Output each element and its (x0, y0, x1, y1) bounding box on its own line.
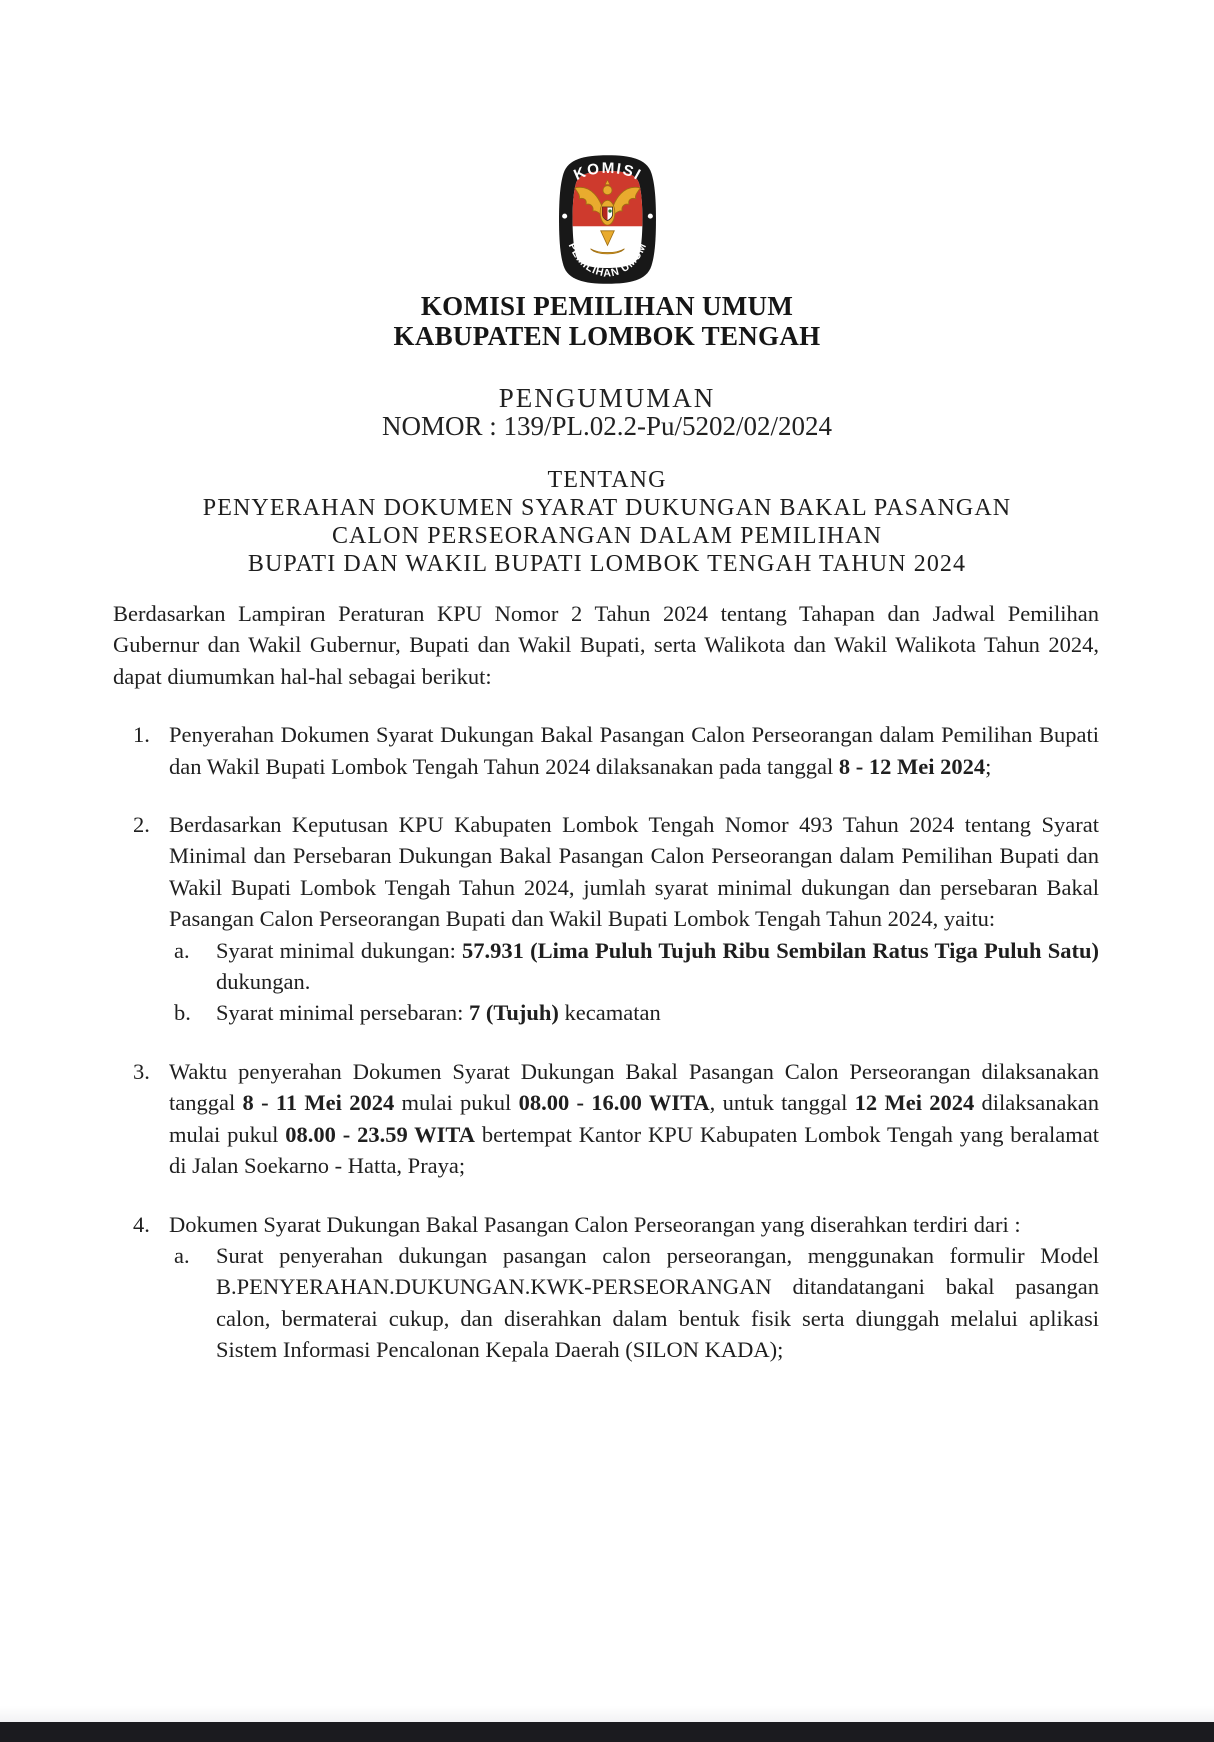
text: Syarat minimal dukungan: (216, 937, 463, 963)
logo-ring-text-top: KOMISI (571, 159, 645, 185)
doc-title-block (0, 466, 1214, 578)
photo-edge-shadow (0, 1706, 1214, 1722)
list-subitem-label: a. (174, 937, 190, 963)
bold-text: 12 Mei 2024 (854, 1090, 975, 1116)
document-body (113, 598, 1099, 1366)
list-item-number: 1. (133, 722, 150, 748)
bold-text: 57.931 (Lima Puluh Tujuh Ribu Sembilan Ratus Tiga Puluh Satu) (462, 937, 1099, 963)
org-name-line1: KOMISI PEMILIHAN UMUM (420, 291, 794, 321)
list-item (113, 1056, 1099, 1182)
list-subitem-label: a. (174, 1242, 190, 1268)
list-item-number: 3. (133, 1058, 150, 1084)
text: Surat penyerahan dukungan pasangan calon perseorangan, menggunakan formulir Model B.PENYERAHAN.DUKUNGAN.KWK-PERSEORANGAN ditandatangani bakal pasangan calon, bermaterai cukup, dan diserahkan dalam bentuk fisik serta diunggah melalui aplikasi Sistem Informasi Pencalonan Kepala Daerah (SILON KADA); (216, 1242, 1099, 1363)
list-item-text (169, 809, 1099, 935)
bold-text: 08.00 - 16.00 WITA (518, 1090, 710, 1116)
logo-dot-left (562, 214, 567, 219)
bold-text: 08.00 - 23.59 WITA (285, 1121, 476, 1147)
doc-title-line-1: PENYERAHAN DOKUMEN SYARAT DUKUNGAN BAKAL PASANGAN (202, 495, 1012, 521)
text: bertempat Kantor KPU Kabupaten Lombok Tengah yang beralamat di Jalan Soekarno - Hatta, Praya; (169, 1121, 1099, 1179)
bold-text: 8 - 12 Mei 2024 (838, 753, 986, 779)
bold-text: 8 - 11 Mei 2024 (242, 1090, 395, 1116)
doc-heading (0, 384, 1214, 440)
kpu-logo (551, 153, 664, 286)
list-item-body (169, 1056, 1099, 1182)
text: kecamatan (558, 1000, 661, 1026)
list-item-body (169, 1209, 1099, 1366)
text: dukungan. (216, 969, 311, 995)
doc-type-title: PENGUMUMAN (498, 383, 716, 413)
intro-paragraph: Berdasarkan Lampiran Peraturan KPU Nomor 2 Tahun 2024 tentang Tahapan dan Jadwal Pemilihan Gubernur dan Wakil Gubernur, Bupati dan Wakil Bupati, serta Walikota dan Wakil Walikota Tahun 2024, dapat diumumkan hal-hal sebagai berikut: (113, 601, 1099, 689)
bottom-bar (0, 1722, 1214, 1742)
logo-dot-right (648, 214, 653, 219)
list-subitem (169, 1240, 1099, 1366)
text: , untuk tanggal (709, 1090, 855, 1116)
logo-ring-text-bottom: PEMILIHAN UMUM (565, 241, 650, 280)
list-subitem (169, 935, 1099, 998)
list-subitem-text (216, 1240, 1099, 1366)
logo-shield (602, 207, 612, 221)
list-subitem-text (216, 935, 1099, 998)
list-item (113, 719, 1099, 782)
doc-number: NOMOR : 139/PL.02.2-Pu/5202/02/2024 (381, 411, 833, 441)
list-item-body (169, 719, 1099, 782)
list-item-body (169, 809, 1099, 1029)
numbered-list (113, 719, 1099, 1365)
list-subitem-text (216, 997, 1099, 1028)
text: Waktu penyerahan Dokumen Syarat Dukungan Bakal Pasangan Calon Perseorangan dilaksanakan tanggal (169, 1058, 1099, 1116)
doc-title-line-3: BUPATI DAN WAKIL BUPATI LOMBOK TENGAH TAHUN 2024 (247, 551, 967, 577)
doc-title-line-2: CALON PERSEORANGAN DALAM PEMILIHAN (331, 523, 883, 549)
list-item-number: 2. (133, 812, 150, 838)
list-item-number: 4. (133, 1211, 150, 1237)
list-item (113, 1209, 1099, 1366)
text: Dokumen Syarat Dukungan Bakal Pasangan Calon Perseorangan yang diserahkan terdiri dari : (169, 1211, 1021, 1237)
text: Penyerahan Dokumen Syarat Dukungan Bakal Pasangan Calon Perseorangan dalam Pemilihan Bupati dan Wakil Bupati Lombok Tengah Tahun 2024 dilaksanakan pada tanggal (169, 722, 1099, 779)
bold-text: 7 (Tujuh) (469, 1000, 559, 1026)
about-label: TENTANG (547, 467, 667, 493)
kpu-logo-svg (551, 153, 664, 286)
list-item (113, 809, 1099, 1029)
list-item-text (169, 719, 1099, 782)
list-item-text (169, 1056, 1099, 1182)
org-name-line2: KABUPATEN LOMBOK TENGAH (393, 321, 821, 351)
text: mulai pukul (394, 1090, 519, 1116)
text: ; (985, 753, 992, 779)
list-item-text (169, 1209, 1099, 1240)
text: Syarat minimal persebaran: (216, 1000, 470, 1026)
list-subitem-label: b. (174, 1000, 191, 1026)
text: Berdasarkan Keputusan KPU Kabupaten Lombok Tengah Nomor 493 Tahun 2024 tentang Syarat Minimal dan Persebaran Dukungan Bakal Pasangan Calon Perseorangan dalam Pemilihan Bupati dan Wakil Bupati Lombok Tengah Tahun 2024, jumlah syarat minimal dukungan dan persebaran Bakal Pasangan Calon Perseorangan Bupati dan Wakil Bupati Lombok Tengah Tahun 2024, yaitu: (169, 812, 1099, 932)
list-subitem (169, 997, 1099, 1028)
org-name (0, 291, 1214, 351)
text: dilaksanakan mulai pukul (169, 1090, 1100, 1147)
